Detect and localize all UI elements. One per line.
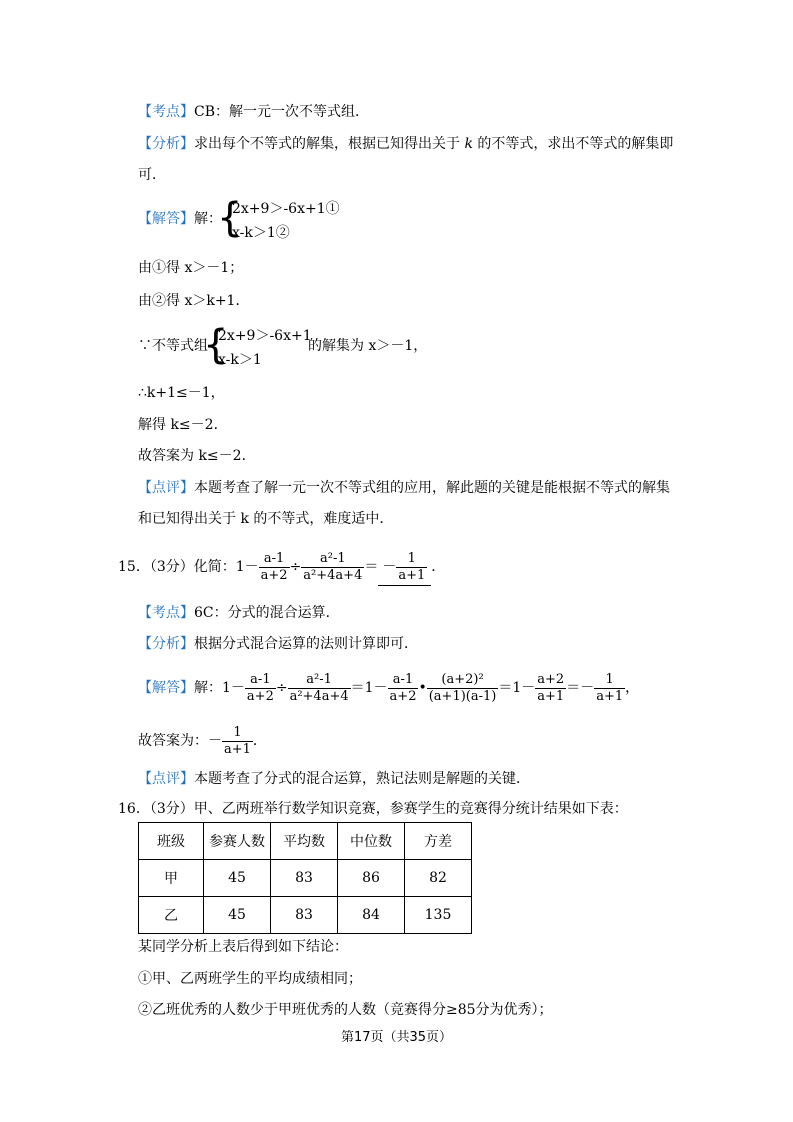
comma: ， bbox=[625, 680, 640, 696]
dianping-line-2: 和已知得出关于 k 的不等式，难度适中． bbox=[138, 511, 394, 527]
table-header-cell: 方差 bbox=[405, 823, 472, 860]
solve-line: 解得 k≤－2． bbox=[138, 417, 228, 433]
q15-answer-line bbox=[138, 723, 267, 759]
stats-table bbox=[138, 822, 472, 934]
answer-fraction bbox=[222, 725, 253, 758]
fenxi-tag: 【分析】 bbox=[138, 136, 194, 152]
jieda-fraction-4 bbox=[427, 672, 499, 705]
jieda-fraction-5 bbox=[535, 672, 566, 705]
table-cell: 45 bbox=[204, 897, 271, 934]
numerator: 1 bbox=[233, 724, 242, 740]
q15-fenxi-line bbox=[138, 635, 418, 653]
table-cell: 135 bbox=[405, 897, 472, 934]
equals-sign: ＝1－ bbox=[350, 680, 388, 696]
q15-fraction-2 bbox=[301, 551, 364, 584]
numerator: a-1 bbox=[250, 671, 271, 687]
denominator: a+2 bbox=[260, 567, 288, 583]
jieda-fraction-6 bbox=[594, 672, 625, 705]
jieda-tag: 【解答】 bbox=[138, 680, 194, 696]
table-cell: 83 bbox=[271, 860, 338, 897]
dianping-text-1: 本题考查了解一元一次不等式组的应用，解此题的关键是能根据不等式的解集 bbox=[194, 480, 670, 496]
fenxi-text-b: 的不等式，求出不等式的解集即 bbox=[477, 136, 674, 152]
fenxi-text: 根据分式混合运算的法则计算即可． bbox=[194, 636, 418, 652]
q16-conclusion-1: ①甲、乙两班学生的平均成绩相同； bbox=[138, 971, 362, 987]
numerator: a-1 bbox=[392, 671, 414, 687]
jieda-tag: 【解答】 bbox=[138, 211, 194, 227]
step-1: 由①得 x＞－1； bbox=[138, 260, 244, 276]
q15-stem-prefix: 15．（3分）化简：1－ bbox=[118, 559, 259, 575]
table-cell: 乙 bbox=[139, 897, 204, 934]
table-header-cell: 参赛人数 bbox=[204, 823, 271, 860]
numerator: a²-1 bbox=[320, 550, 346, 566]
kaodian-text: CB：解一元一次不等式组． bbox=[194, 104, 369, 120]
kaodian-line bbox=[138, 103, 369, 121]
equals-sign: ＝ bbox=[364, 559, 379, 575]
q15-kaodian-line bbox=[138, 604, 340, 622]
q15-jieda-line bbox=[138, 670, 639, 706]
fenxi-line-2: 可． bbox=[138, 167, 166, 183]
numerator: a²-1 bbox=[306, 671, 332, 687]
fenxi-text-a: 求出每个不等式的解集，根据已知得出关于 bbox=[194, 136, 460, 152]
denominator: a+2 bbox=[389, 688, 417, 704]
brace-icon: { bbox=[203, 322, 229, 368]
numerator: 1 bbox=[407, 550, 416, 566]
denominator: a²+4a+4 bbox=[303, 567, 363, 583]
jieda-fraction-3 bbox=[388, 672, 419, 705]
answer-line: 故答案为 k≤－2． bbox=[138, 448, 256, 464]
brace-icon: { bbox=[217, 195, 243, 241]
table-cell: 83 bbox=[271, 897, 338, 934]
table-header-cell: 班级 bbox=[139, 823, 204, 860]
denominator: a+1 bbox=[398, 567, 426, 583]
numerator: (a+2)² bbox=[441, 671, 484, 687]
because-system-2: x-k＞1 bbox=[218, 352, 262, 368]
therefore-line: ∴k+1≤－1， bbox=[138, 385, 225, 401]
jieda-line bbox=[138, 210, 222, 228]
denominator: (a+1)(a-1) bbox=[428, 688, 497, 704]
table-cell: 45 bbox=[204, 860, 271, 897]
kaodian-tag: 【考点】 bbox=[138, 605, 194, 621]
dianping-line bbox=[138, 479, 670, 497]
denominator: a²+4a+4 bbox=[289, 688, 349, 704]
system-line-2: x-k＞1② bbox=[232, 225, 290, 241]
period: ． bbox=[252, 733, 267, 749]
fenxi-tag: 【分析】 bbox=[138, 636, 194, 652]
denominator: a+1 bbox=[224, 741, 251, 757]
answer-sign: － bbox=[382, 559, 397, 575]
because-system-1: 2x+9＞-6x+1 bbox=[218, 328, 312, 344]
q15-fraction-1 bbox=[259, 551, 290, 584]
table-header-row bbox=[139, 823, 472, 860]
divide-sign: ÷ bbox=[275, 680, 288, 696]
q16-conclusion-2: ②乙班优秀的人数少于甲班优秀的人数（竞赛得分≥85分为优秀）； bbox=[138, 1002, 553, 1018]
table-cell: 86 bbox=[338, 860, 405, 897]
q15-stem bbox=[118, 549, 445, 586]
equals-sign: ＝1－ bbox=[498, 680, 536, 696]
denominator: a+2 bbox=[246, 688, 274, 704]
multiply-dot: • bbox=[418, 680, 427, 696]
period: ． bbox=[431, 559, 446, 575]
numerator: a-1 bbox=[263, 550, 285, 566]
dianping-tag: 【点评】 bbox=[138, 771, 194, 787]
table-header-cell: 中位数 bbox=[338, 823, 405, 860]
equals-sign: ＝－ bbox=[566, 680, 595, 696]
var-k: k bbox=[464, 136, 473, 152]
dianping-text: 本题考查了分式的混合运算，熟记法则是解题的关键． bbox=[194, 771, 530, 787]
jieda-prefix: 解：1－ bbox=[194, 680, 245, 696]
jieda-fraction-2 bbox=[288, 672, 351, 705]
jieda-fraction-1 bbox=[245, 672, 276, 705]
table-row bbox=[139, 897, 472, 934]
q16-stem: 16．（3分）甲、乙两班举行数学知识竞赛，参赛学生的竞赛得分统计结果如下表： bbox=[118, 801, 628, 817]
table-cell: 84 bbox=[338, 897, 405, 934]
table-cell: 82 bbox=[405, 860, 472, 897]
numerator: 1 bbox=[605, 671, 614, 687]
step-2: 由②得 x＞k+1． bbox=[138, 293, 250, 309]
divide-sign: ÷ bbox=[289, 559, 302, 575]
page-footer: 第17页（共35页） bbox=[340, 1030, 453, 1045]
jieda-prefix: 解： bbox=[194, 211, 222, 227]
answer-fraction bbox=[396, 551, 427, 584]
answer-blank bbox=[378, 549, 431, 586]
answer-prefix: 故答案为：－ bbox=[138, 733, 222, 749]
table-row bbox=[139, 860, 472, 897]
kaodian-tag: 【考点】 bbox=[138, 104, 194, 120]
fenxi-line bbox=[138, 135, 673, 153]
dianping-tag: 【点评】 bbox=[138, 480, 194, 496]
because-prefix: ∵不等式组 bbox=[138, 338, 208, 354]
denominator: a+1 bbox=[596, 688, 624, 704]
table-header-cell: 平均数 bbox=[271, 823, 338, 860]
denominator: a+1 bbox=[537, 688, 565, 704]
table-cell: 甲 bbox=[139, 860, 204, 897]
because-suffix: 的解集为 x＞－1， bbox=[308, 338, 428, 354]
q16-after-table: 某同学分析上表后得到如下结论： bbox=[138, 939, 348, 955]
q15-dianping-line bbox=[138, 770, 530, 788]
numerator: a+2 bbox=[537, 671, 565, 687]
kaodian-text: 6C：分式的混合运算． bbox=[194, 605, 340, 621]
system-line-1: 2x+9＞-6x+1① bbox=[232, 201, 340, 217]
